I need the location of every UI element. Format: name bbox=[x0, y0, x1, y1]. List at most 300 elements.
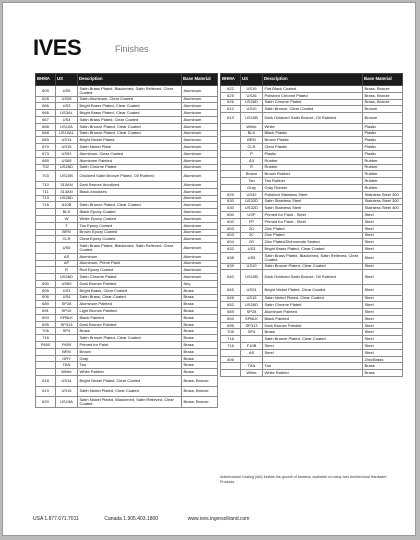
bhma-cell bbox=[36, 274, 56, 281]
bhma-cell bbox=[36, 267, 56, 274]
table-row bbox=[36, 397, 218, 408]
bhma-cell bbox=[36, 348, 56, 355]
us-cell: SP4 bbox=[56, 328, 78, 335]
table-row bbox=[221, 123, 403, 130]
table-row bbox=[221, 137, 403, 144]
base-material-cell: Brass bbox=[182, 294, 218, 301]
table-row bbox=[36, 301, 218, 308]
base-material-cell: Steel bbox=[363, 263, 403, 270]
table-row bbox=[221, 130, 403, 137]
description-cell: Satin Brass Plated, Clear Coated bbox=[78, 116, 182, 123]
us-cell: BLK bbox=[56, 209, 78, 216]
base-material-cell: Brass bbox=[182, 369, 218, 376]
table-header-row bbox=[221, 74, 403, 86]
description-cell: Satin Brass Plated, Blackened, Satin Relieved, Clear Coated bbox=[78, 243, 182, 254]
bhma-cell: 716 bbox=[36, 202, 56, 209]
table-row bbox=[221, 356, 403, 363]
table-row bbox=[221, 349, 403, 356]
base-material-cell: Brass, Bronze bbox=[182, 397, 218, 408]
bhma-cell: P600 bbox=[36, 342, 56, 349]
us-cell: GRY bbox=[56, 355, 78, 362]
us-cell: US10B bbox=[241, 270, 263, 285]
us-cell: R bbox=[56, 267, 78, 274]
description-cell: Satin Nickel Plated, Blackened, Satin Relieved, Clear Coated bbox=[78, 397, 182, 408]
bhma-cell: 711 bbox=[36, 188, 56, 195]
us-cell: AS bbox=[241, 349, 263, 356]
table-row bbox=[221, 309, 403, 316]
base-material-cell: Aluminum bbox=[182, 222, 218, 229]
us-cell: Brown bbox=[241, 171, 263, 178]
table-row bbox=[221, 343, 403, 350]
table-row bbox=[36, 137, 218, 144]
bhma-cell: 666 bbox=[36, 110, 56, 117]
table-row bbox=[221, 322, 403, 329]
bhma-cell: 632 bbox=[221, 246, 241, 253]
base-material-cell: Steel bbox=[363, 252, 403, 263]
us-cell: White bbox=[56, 369, 78, 376]
description-cell: Brass bbox=[78, 328, 182, 335]
description-cell: Satin Nickel Plated, Clear Coated bbox=[78, 386, 182, 397]
table-row bbox=[221, 198, 403, 205]
us-cell: US3AL bbox=[56, 110, 78, 117]
bhma-cell bbox=[221, 349, 241, 356]
table-row bbox=[36, 236, 218, 243]
description-cell: Dark Bronze Anodized bbox=[78, 181, 182, 188]
bhma-cell: 689 bbox=[221, 309, 241, 316]
description-cell: Black Plastic bbox=[263, 130, 363, 137]
description-cell: Bright Nickel Plated, Clear Coated bbox=[263, 284, 363, 295]
table-row bbox=[36, 294, 218, 301]
base-material-cell: Steel bbox=[363, 309, 403, 316]
base-material-cell: Steel bbox=[363, 329, 403, 336]
bhma-cell bbox=[221, 184, 241, 191]
table-row bbox=[36, 253, 218, 260]
table-row bbox=[36, 181, 218, 188]
bhma-cell: 622 bbox=[221, 86, 241, 93]
us-cell: US32D bbox=[241, 198, 263, 205]
us-cell: AS bbox=[56, 253, 78, 260]
base-material-cell: Aluminum bbox=[182, 229, 218, 236]
us-cell: TAN bbox=[56, 362, 78, 369]
us-cell: CLR bbox=[56, 236, 78, 243]
bhma-cell: 638 bbox=[221, 252, 241, 263]
table-row bbox=[221, 191, 403, 198]
description-cell: Primed for Paint - Steel bbox=[263, 218, 363, 225]
website-link[interactable]: www.ives.ingersollrand.com bbox=[187, 516, 250, 522]
description-cell: Polished Chrome Plated bbox=[263, 92, 363, 99]
table-row bbox=[221, 239, 403, 246]
table-row bbox=[36, 369, 218, 376]
description-cell: Black Epoxy Coated bbox=[78, 209, 182, 216]
table-row bbox=[36, 164, 218, 171]
table-row bbox=[221, 171, 403, 178]
bhma-cell: 713 bbox=[36, 195, 56, 202]
table-row bbox=[221, 252, 403, 263]
us-cell: US10AL bbox=[56, 130, 78, 137]
description-cell: Satin Stainless Steel bbox=[263, 198, 363, 205]
table-row bbox=[36, 209, 218, 216]
bhma-cell: 669 bbox=[36, 137, 56, 144]
base-material-cell: Brass, Bronze bbox=[363, 92, 403, 99]
description-cell: Satin Brass, Clear Coated bbox=[78, 294, 182, 301]
description-cell: Satin Bronze Plated, Clear Coated bbox=[78, 130, 182, 137]
description-cell: Dark Bronze Painted bbox=[263, 322, 363, 329]
bhma-cell bbox=[36, 243, 56, 254]
base-material-cell: Brass bbox=[363, 370, 403, 377]
us-cell: 313AN bbox=[56, 188, 78, 195]
description-cell: Plastic bbox=[263, 150, 363, 157]
description-cell: Aluminum, Prime Paint bbox=[78, 260, 182, 267]
bhma-cell: 690 bbox=[36, 280, 56, 287]
us-cell: US14 bbox=[56, 376, 78, 387]
us-cell: USP bbox=[241, 212, 263, 219]
us-cell: US10 bbox=[241, 106, 263, 113]
table-row bbox=[221, 329, 403, 336]
bhma-cell: 689 bbox=[36, 301, 56, 308]
base-material-cell: Aluminum bbox=[182, 267, 218, 274]
base-material-cell: Aluminum bbox=[182, 188, 218, 195]
table-row bbox=[221, 178, 403, 185]
us-cell: US10 bbox=[241, 263, 263, 270]
base-material-cell: Stainless Steel 400 bbox=[363, 205, 403, 212]
bhma-cell bbox=[221, 171, 241, 178]
table-row bbox=[36, 116, 218, 123]
antimicrobial-footnote: Antimicrobial Coating (AM) inhibits the growth of bacteria, available on many Ives Architectural Hardware Products. bbox=[220, 475, 387, 484]
col-description: Description bbox=[78, 74, 182, 86]
bhma-cell bbox=[221, 370, 241, 377]
us-cell: SP313 bbox=[56, 321, 78, 328]
bhma-cell: 695 bbox=[221, 322, 241, 329]
base-material-cell: Steel bbox=[363, 246, 403, 253]
us-cell: SP28 bbox=[241, 309, 263, 316]
us-cell: US15A bbox=[56, 397, 78, 408]
table-row bbox=[36, 110, 218, 117]
us-cell: US15 bbox=[56, 386, 78, 397]
bhma-cell: 646 bbox=[221, 295, 241, 302]
us-cell: BLK bbox=[241, 130, 263, 137]
description-cell: Oxidized Satin Bronze Plated, Oil Rubbed bbox=[78, 171, 182, 182]
table-row bbox=[221, 164, 403, 171]
base-material-cell: Brass bbox=[182, 308, 218, 315]
bhma-cell: 630 bbox=[221, 198, 241, 205]
us-cell: US4 bbox=[56, 116, 78, 123]
bhma-cell: 703 bbox=[36, 171, 56, 182]
bhma-cell: 625 bbox=[221, 92, 241, 99]
table-row bbox=[221, 157, 403, 164]
bhma-cell bbox=[36, 260, 56, 267]
bhma-cell: 604 bbox=[221, 239, 241, 246]
description-cell: Black Painted bbox=[263, 315, 363, 322]
table-row bbox=[221, 284, 403, 295]
us-cell: W bbox=[56, 215, 78, 222]
description-cell: Aluminum, Clear Coated bbox=[78, 150, 182, 157]
table-row bbox=[36, 171, 218, 182]
base-material-cell: Steel bbox=[363, 315, 403, 322]
bhma-cell: 600 bbox=[221, 218, 241, 225]
bhma-cell: 695 bbox=[36, 321, 56, 328]
description-cell: Zinc Plated/Dichromate Sealed bbox=[263, 239, 363, 246]
bhma-cell bbox=[221, 123, 241, 130]
us-cell: SP28 bbox=[56, 301, 78, 308]
description-cell: Tan Epoxy Coated bbox=[78, 222, 182, 229]
us-cell: BRN bbox=[241, 137, 263, 144]
bhma-cell bbox=[221, 178, 241, 185]
description-cell: Brown Plastic bbox=[263, 137, 363, 144]
description-cell: Clear Plastic bbox=[263, 144, 363, 151]
table-row bbox=[221, 184, 403, 191]
us-cell: US32D bbox=[241, 205, 263, 212]
bhma-cell: 716 bbox=[221, 343, 241, 350]
table-row bbox=[221, 205, 403, 212]
bhma-cell bbox=[221, 363, 241, 370]
us-cell: A3 bbox=[241, 157, 263, 164]
table-row bbox=[36, 376, 218, 387]
base-material-cell: Aluminum bbox=[182, 150, 218, 157]
bhma-cell: 716 bbox=[221, 336, 241, 343]
table-row bbox=[36, 280, 218, 287]
description-cell: Tan Rubber bbox=[263, 178, 363, 185]
table-row bbox=[36, 215, 218, 222]
bhma-cell: 691 bbox=[36, 308, 56, 315]
table-row bbox=[36, 362, 218, 369]
table-row bbox=[36, 342, 218, 349]
bhma-cell: 706 bbox=[221, 329, 241, 336]
bhma-cell: 710 bbox=[36, 181, 56, 188]
us-cell bbox=[241, 336, 263, 343]
description-cell: Gray Rubber bbox=[263, 184, 363, 191]
table-row bbox=[221, 92, 403, 99]
us-cell: US5 bbox=[241, 252, 263, 263]
base-material-cell: Rubber bbox=[363, 157, 403, 164]
base-material-cell: Steel bbox=[363, 218, 403, 225]
table-row bbox=[221, 218, 403, 225]
table-row bbox=[221, 113, 403, 124]
base-material-cell: Aluminum bbox=[182, 137, 218, 144]
us-cell: US26D bbox=[56, 164, 78, 171]
base-material-cell: Stainless Steel 300 bbox=[363, 198, 403, 205]
base-material-cell: Brass bbox=[182, 328, 218, 335]
description-cell: Primed for Paint bbox=[78, 342, 182, 349]
description-cell: Black Painted bbox=[78, 314, 182, 321]
table-header-row bbox=[36, 74, 218, 86]
us-cell: US65 bbox=[56, 157, 78, 164]
base-material-cell: Brass bbox=[182, 301, 218, 308]
table-row bbox=[36, 202, 218, 209]
bhma-cell: 693 bbox=[221, 315, 241, 322]
table-row bbox=[221, 86, 403, 93]
description-cell: Dark Bronze Painted bbox=[78, 321, 182, 328]
table-row bbox=[221, 336, 403, 343]
description-cell: Zinc Plated bbox=[263, 225, 363, 232]
us-cell: US26D bbox=[56, 195, 78, 202]
right-finish-table bbox=[220, 73, 403, 377]
us-cell: CLR bbox=[241, 144, 263, 151]
base-material-cell: Steel bbox=[363, 295, 403, 302]
col-base-material: Base Material bbox=[182, 74, 218, 86]
base-material-cell: Rubber bbox=[363, 184, 403, 191]
base-material-cell: Aluminum bbox=[182, 274, 218, 281]
bhma-cell: 626 bbox=[221, 99, 241, 106]
base-material-cell: Aluminum bbox=[182, 209, 218, 216]
us-cell: A10B bbox=[56, 202, 78, 209]
base-material-cell: Plastic bbox=[363, 144, 403, 151]
base-material-cell: Steel bbox=[363, 225, 403, 232]
col-description: Description bbox=[263, 74, 363, 86]
bhma-cell: 603 bbox=[221, 232, 241, 239]
us-cell: US26D bbox=[56, 274, 78, 281]
bhma-cell: 668 bbox=[36, 123, 56, 130]
base-material-cell: Brass bbox=[363, 363, 403, 370]
us-cell: P bbox=[241, 150, 263, 157]
description-cell: White bbox=[263, 123, 363, 130]
bhma-cell: 652 bbox=[221, 302, 241, 309]
base-material-cell: Aluminum bbox=[182, 130, 218, 137]
table-row bbox=[36, 243, 218, 254]
bhma-cell: 668 bbox=[36, 130, 56, 137]
base-material-cell: Steel bbox=[363, 349, 403, 356]
bhma-cell: 613 bbox=[221, 113, 241, 124]
base-material-cell: Steel bbox=[363, 284, 403, 295]
description-cell: Dark Oxidized Satin Bronze, Oil Rubbed bbox=[263, 113, 363, 124]
description-cell: White Rubber bbox=[78, 369, 182, 376]
description-cell: Aluminum Painted bbox=[263, 309, 363, 316]
description-cell: Black Anodizes bbox=[78, 188, 182, 195]
bhma-cell bbox=[36, 253, 56, 260]
bhma-cell: 605 bbox=[36, 287, 56, 294]
bhma-cell: 612 bbox=[221, 106, 241, 113]
us-cell: US28 bbox=[56, 96, 78, 103]
bhma-cell: 628 bbox=[36, 96, 56, 103]
table-row bbox=[221, 150, 403, 157]
description-cell: Bright Nickel Plated bbox=[78, 137, 182, 144]
description-cell: White Rubber bbox=[263, 370, 363, 377]
base-material-cell: Aluminum bbox=[182, 144, 218, 151]
description-cell: Clear Epoxy Coated bbox=[78, 236, 182, 243]
base-material-cell: Aluminum bbox=[182, 195, 218, 202]
bhma-cell: 640 bbox=[221, 270, 241, 285]
bhma-cell: 618 bbox=[36, 376, 56, 387]
bhma-cell: 600 bbox=[221, 212, 241, 219]
table-row bbox=[36, 222, 218, 229]
bhma-cell: 406 bbox=[221, 356, 241, 363]
base-material-cell: Brass bbox=[182, 314, 218, 321]
usa-phone: USA 1.877.671.7011 bbox=[33, 516, 79, 522]
table-row bbox=[36, 229, 218, 236]
us-cell: US19 bbox=[241, 86, 263, 93]
base-material-cell: Steel bbox=[363, 343, 403, 350]
description-cell: Aluminum Painted bbox=[78, 301, 182, 308]
bhma-cell bbox=[36, 229, 56, 236]
base-material-cell: Steel bbox=[363, 322, 403, 329]
us-cell: US5 bbox=[56, 86, 78, 97]
us-cell bbox=[56, 335, 78, 342]
us-cell bbox=[241, 356, 263, 363]
bhma-cell: 645 bbox=[221, 284, 241, 295]
table-row bbox=[36, 308, 218, 315]
table-row bbox=[221, 212, 403, 219]
description-cell bbox=[263, 356, 363, 363]
description-cell: Polished Stainless Steel bbox=[263, 191, 363, 198]
description-cell: Rubber bbox=[263, 157, 363, 164]
table-row bbox=[36, 96, 218, 103]
us-cell: US26D bbox=[241, 302, 263, 309]
us-cell: FP bbox=[241, 218, 263, 225]
table-row bbox=[221, 99, 403, 106]
us-cell: SP313 bbox=[241, 322, 263, 329]
base-material-cell: Aluminum bbox=[182, 110, 218, 117]
bhma-cell: 693 bbox=[36, 314, 56, 321]
base-material-cell: Brass, Bronze bbox=[363, 99, 403, 106]
table-row bbox=[221, 106, 403, 113]
us-cell: US15 bbox=[241, 295, 263, 302]
base-material-cell: Aluminum bbox=[182, 86, 218, 97]
description-cell: Satin Aluminum, Clear Coated bbox=[78, 96, 182, 103]
description-cell: Satin Bronze Plated, Clear Coated bbox=[263, 263, 363, 270]
base-material-cell: Aluminum bbox=[182, 181, 218, 188]
us-cell: US3 bbox=[241, 246, 263, 253]
us-cell: BRN bbox=[56, 348, 78, 355]
base-material-cell: Brass bbox=[182, 362, 218, 369]
description-cell: Brass bbox=[263, 329, 363, 336]
base-material-cell: Brass, Bronze bbox=[363, 86, 403, 93]
description-cell: Gray bbox=[78, 355, 182, 362]
description-cell: Primed for Paint - Steel bbox=[263, 212, 363, 219]
us-cell: US14 bbox=[56, 137, 78, 144]
table-row bbox=[221, 263, 403, 270]
description-cell: Satin Brass Plated, Blackened, Satin Relieved, Clear Coated bbox=[78, 86, 182, 97]
table-row bbox=[36, 355, 218, 362]
base-material-cell: Aluminum bbox=[182, 103, 218, 110]
base-material-cell: Aluminum bbox=[182, 202, 218, 209]
description-cell: Bright Brass Plated, Clear Coated bbox=[78, 103, 182, 110]
us-cell: TAN bbox=[241, 363, 263, 370]
table-row bbox=[36, 144, 218, 151]
description-cell: Brown bbox=[78, 348, 182, 355]
us-cell: SPBLK bbox=[56, 314, 78, 321]
table-row bbox=[221, 315, 403, 322]
bhma-cell: 603 bbox=[221, 225, 241, 232]
us-cell: US26D bbox=[241, 99, 263, 106]
base-material-cell: Brass bbox=[182, 348, 218, 355]
ives-logo: IVES bbox=[33, 35, 82, 60]
us-cell: US15 bbox=[56, 144, 78, 151]
description-cell: Dark Bronze Painted bbox=[78, 280, 182, 287]
table-row bbox=[36, 150, 218, 157]
bhma-cell: 629 bbox=[221, 191, 241, 198]
us-cell: US26 bbox=[241, 92, 263, 99]
us-cell: White bbox=[241, 370, 263, 377]
base-material-cell: Any bbox=[182, 280, 218, 287]
base-material-cell: Brass bbox=[182, 335, 218, 342]
base-material-cell: Aluminum bbox=[182, 96, 218, 103]
base-material-cell: Brass, Bronze bbox=[182, 376, 218, 387]
description-cell: Satin Chrome Plated bbox=[78, 164, 182, 171]
us-cell: US92 bbox=[56, 150, 78, 157]
description-cell: Steel bbox=[263, 349, 363, 356]
base-material-cell: Aluminum bbox=[182, 243, 218, 254]
base-material-cell: Plastic bbox=[363, 150, 403, 157]
table-row bbox=[36, 267, 218, 274]
base-material-cell: Aluminum bbox=[182, 215, 218, 222]
col-us: US bbox=[241, 74, 263, 86]
us-cell: SP10 bbox=[56, 308, 78, 315]
description-cell: Satin Chrome Plated bbox=[78, 274, 182, 281]
us-cell: 2G bbox=[241, 239, 263, 246]
description-cell: Satin Stainless Steel bbox=[263, 205, 363, 212]
us-cell: R bbox=[241, 164, 263, 171]
bhma-cell bbox=[36, 362, 56, 369]
base-material-cell: Rubber bbox=[363, 164, 403, 171]
